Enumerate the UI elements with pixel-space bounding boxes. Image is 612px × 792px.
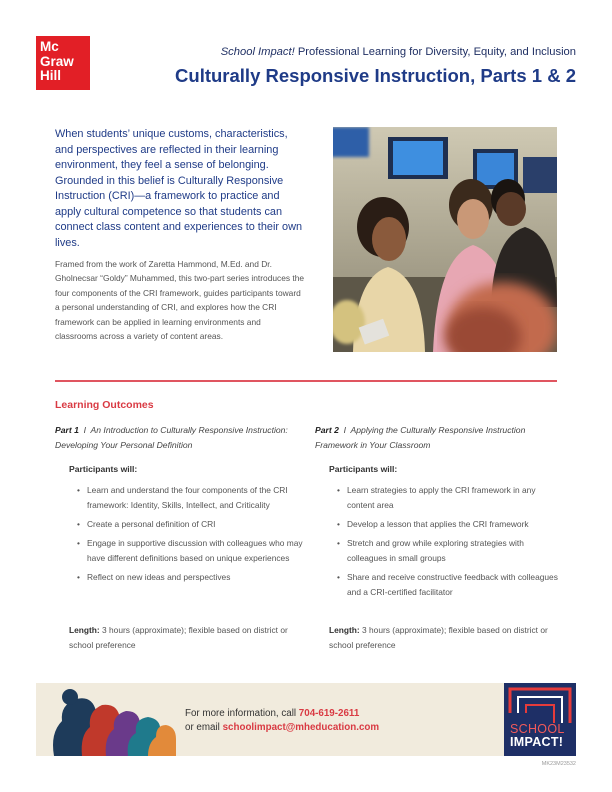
contact-phone-prefix: For more information, call (185, 708, 299, 719)
mcgraw-hill-logo (36, 36, 90, 90)
part-2-length-text: 3 hours (approximate); flexible based on district or school preference (329, 625, 548, 650)
header-subtitle (221, 46, 576, 58)
logo-line-3: Hill (40, 68, 62, 83)
part-1-participants-label: Participants will: (69, 464, 138, 474)
contact-info (185, 707, 379, 734)
part-2-outcomes-list (337, 483, 565, 600)
part-1-separator: I (83, 425, 87, 435)
part-2-participants-label: Participants will: (329, 464, 398, 474)
intro-body-paragraph: Framed from the work of Zaretta Hammond, M.Ed. and Dr. Gholnecsar “Goldy” Muhammed, this two-part series introduces the four components of the CRI framework, guides participants toward a personal understanding of CRI, and explores how the CRI framework can be applied in learning environments and classrooms across a variety of content areas. (55, 259, 305, 342)
list-item: • Stretch and grow while exploring strategies with colleagues in small groups (337, 536, 565, 566)
part-2-title (315, 423, 565, 453)
school-impact-word-1: SCHOOL (510, 722, 565, 736)
part-2-title-text: Applying the Culturally Responsive Instruction Framework in Your Classroom (315, 425, 526, 450)
diverse-silhouettes-illustration (36, 683, 176, 756)
list-item: • Engage in supportive discussion with colleagues who may have different definitions based on unique experiences (77, 536, 305, 566)
part-1-outcomes-list (77, 483, 305, 585)
school-impact-badge (504, 683, 576, 756)
contact-email-prefix: or email (185, 721, 223, 733)
logo-line-2: Graw (40, 53, 74, 69)
school-impact-word-2: IMPACT! (510, 735, 564, 749)
classroom-photo-illustration (333, 127, 557, 352)
part-1-length-text: 3 hours (approximate); flexible based on district or school preference (69, 625, 288, 650)
part-2-label: Part 2 (315, 425, 339, 435)
intro-lead-paragraph: When students’ unique customs, characteristics, and perspectives are reflected in their learning environment, they feel a sense of belonging. Grounded in this belief is Culturally Responsive Instruction (CRI)—a framework to practice and apply cultural competence so that students can connect class content and experiences to their own lives. (55, 128, 303, 249)
contact-email-line (185, 721, 379, 735)
part-1-length (69, 623, 299, 653)
contact-email-link[interactable]: schoolimpact@mheducation.com (222, 721, 380, 733)
header-subtitle-brand: School Impact! (220, 46, 295, 58)
contact-phone-line (185, 707, 379, 721)
part-2-length (329, 623, 559, 653)
part-1-title-text: An Introduction to Culturally Responsive Instruction: Developing Your Personal Definition (55, 425, 288, 450)
contact-phone-link[interactable]: 704-619-2611 (298, 708, 360, 719)
list-item: • Reflect on new ideas and perspectives (77, 570, 305, 585)
list-item: • Develop a lesson that applies the CRI framework (337, 517, 565, 532)
logo-line-1: Mc (40, 39, 59, 54)
document-code: MK23M23532 (541, 761, 576, 767)
list-item: • Learn and understand the four components of the CRI framework: Identity, Skills, Intellect, and Criticality (77, 483, 305, 513)
header-subtitle-rest: Professional Learning for Diversity, Equity, and Inclusion (294, 46, 576, 58)
school-impact-wordmark (510, 723, 565, 749)
part-1-column (55, 423, 305, 650)
part-1-length-label: Length: (69, 625, 100, 635)
part-2-column (315, 423, 565, 650)
list-item: • Learn strategies to apply the CRI framework in any content area (337, 483, 565, 513)
part-2-separator: I (343, 425, 347, 435)
classroom-photo (333, 127, 557, 352)
section-divider (55, 380, 557, 382)
part-1-title (55, 423, 305, 453)
part-2-length-label: Length: (329, 625, 360, 635)
list-item: • Share and receive constructive feedback with colleagues and a CRI-certified facilitator (337, 570, 565, 600)
part-1-label: Part 1 (55, 425, 79, 435)
page-title: Culturally Responsive Instruction, Parts 1 & 2 (175, 65, 576, 86)
contact-footer-banner (36, 683, 576, 756)
list-item: • Create a personal definition of CRI (77, 517, 305, 532)
learning-outcomes-heading: Learning Outcomes (55, 399, 154, 411)
